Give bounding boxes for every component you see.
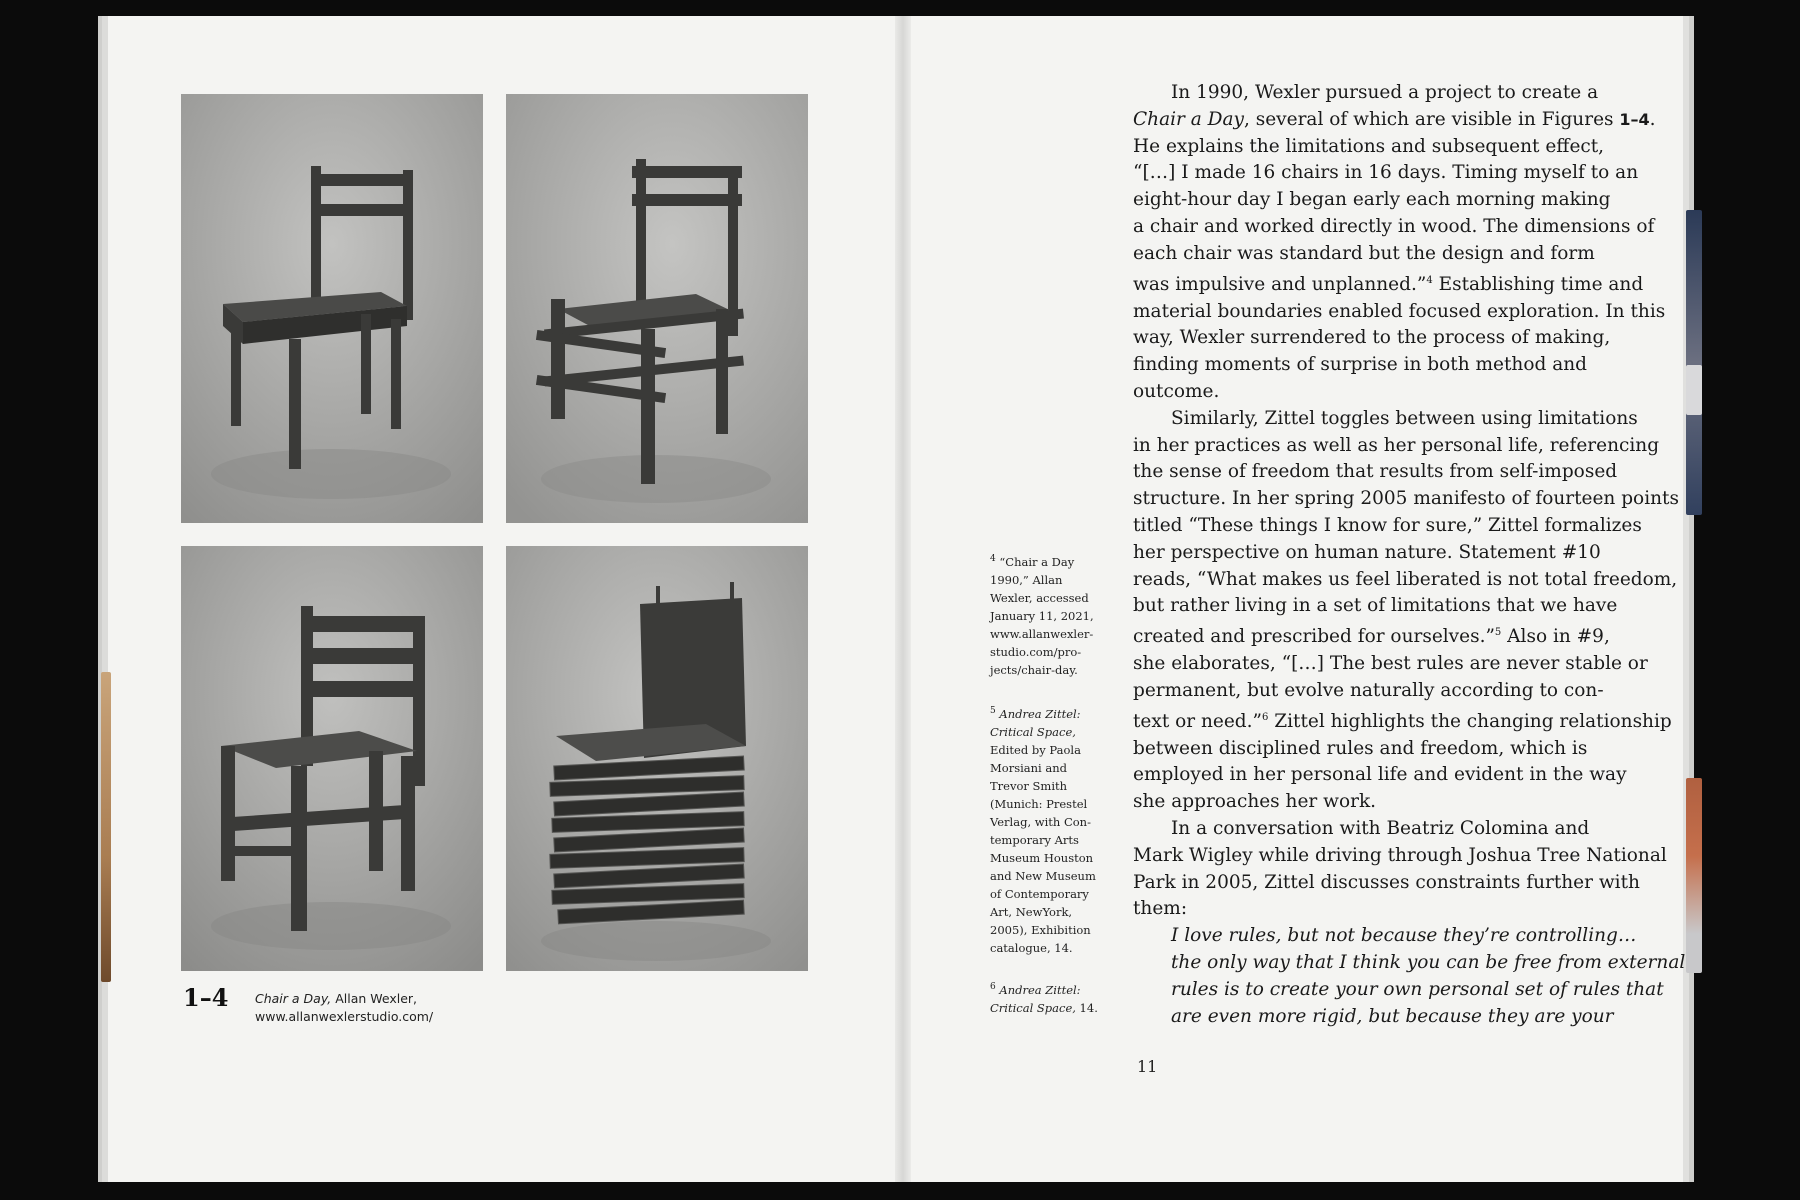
quote-line: rules is to create your own personal set of rules that <box>1171 978 1664 1000</box>
book-gutter <box>895 16 911 1182</box>
footnote-line: Andrea Zittel: <box>999 982 1081 997</box>
block-quote <box>1133 923 1686 1030</box>
footnote-line: Andrea Zittel: <box>999 706 1081 721</box>
text-line: her perspective on human nature. Statement #10 <box>1133 541 1601 563</box>
text-line: outcome. <box>1133 380 1220 402</box>
text-span: Zittel highlights the changing relationship <box>1268 710 1672 732</box>
text-line: Park in 2005, Zittel discusses constraints further with <box>1133 871 1640 893</box>
figure-caption <box>255 990 433 1026</box>
figure-label: 1–4 <box>183 983 229 1012</box>
text-span: text or need.” <box>1133 710 1262 732</box>
quote-line: are even more rigid, but because they are your <box>1171 1005 1614 1027</box>
text-line: eight-hour day I began early each morning making <box>1133 189 1611 211</box>
chair-4-illustration <box>506 546 808 971</box>
text-line: In a conversation with Beatriz Colomina and <box>1171 817 1590 839</box>
footnote-line: Museum Houston <box>990 850 1094 865</box>
paragraph-3 <box>1133 816 1667 923</box>
text-line: reads, “What makes us feel liberated is not total freedom, <box>1133 568 1678 590</box>
text-line: each chair was standard but the design and form <box>1133 242 1595 264</box>
footnote-line: January 11, 2021, <box>990 608 1094 623</box>
caption-title: Chair a Day, <box>255 991 332 1006</box>
text-span: Also in #9, <box>1501 626 1610 648</box>
footnote-ref: 4 <box>1426 274 1433 286</box>
text-span: Establishing time and <box>1432 273 1644 295</box>
chair-2-illustration <box>506 94 808 523</box>
chair-photo-2 <box>506 94 808 523</box>
page-edge-photo-right-mid <box>1686 365 1702 415</box>
text-span: created and prescribed for ourselves.” <box>1133 626 1495 648</box>
text-line: material boundaries enabled focused exploration. In this <box>1133 300 1666 322</box>
footnote-5 <box>990 702 1102 957</box>
text-line: a chair and worked directly in wood. The dimensions of <box>1133 215 1655 237</box>
text-line: structure. In her spring 2005 manifesto of fourteen points <box>1133 488 1679 510</box>
text-line: but rather living in a set of limitations that we have <box>1133 595 1618 617</box>
text-line: Mark Wigley while driving through Joshua Tree National <box>1133 844 1667 866</box>
footnote-line: and New Museum <box>990 868 1096 883</box>
quote-line: the only way that I think you can be free from external <box>1171 951 1686 973</box>
footnote-line: catalogue, 14. <box>990 940 1073 955</box>
text-span: was impulsive and unplanned.” <box>1133 273 1427 295</box>
text-line: employed in her personal life and evident in the way <box>1133 764 1627 786</box>
text-line: He explains the limitations and subsequent effect, <box>1133 135 1605 157</box>
footnote-line: 2005), Exhibition <box>990 922 1091 937</box>
text-line: she elaborates, “[…] The best rules are never stable or <box>1133 653 1648 675</box>
chair-3-illustration <box>181 546 483 971</box>
footnote-line: Art, NewYork, <box>990 904 1073 919</box>
footnote-line: of Contemporary <box>990 886 1089 901</box>
footnote-line: Verlag, with Con- <box>990 814 1091 829</box>
text-line: finding moments of surprise in both method and <box>1133 354 1587 376</box>
text-line: “[…] I made 16 chairs in 16 days. Timing myself to an <box>1133 162 1639 184</box>
footnote-line: jects/chair-day. <box>990 662 1078 677</box>
figure-ref: 1–4 <box>1619 109 1650 129</box>
chair-photo-3 <box>181 546 483 971</box>
text-line: in her practices as well as her personal life, referencing <box>1133 434 1660 456</box>
text-span: . <box>1649 108 1656 130</box>
body-text <box>1133 80 1686 1030</box>
footnote-line: “Chair a Day <box>999 554 1075 569</box>
text-line: way, Wexler surrendered to the process of making, <box>1133 327 1611 349</box>
chair-photo-4 <box>506 546 808 971</box>
footnote-line: studio.com/pro- <box>990 644 1082 659</box>
page-edge-photo-left <box>101 672 111 982</box>
text-span: , several of which are visible in Figures <box>1243 108 1620 130</box>
footnote-line: www.allanwexler- <box>990 626 1094 641</box>
footnote-line: (Munich: Prestel <box>990 796 1088 811</box>
paragraph-1 <box>1133 80 1666 406</box>
text-line: them: <box>1133 898 1188 920</box>
footnote-number: 6 <box>990 982 996 992</box>
text-line: titled “These things I know for sure,” Zittel formalizes <box>1133 514 1642 536</box>
paragraph-2 <box>1133 406 1679 816</box>
page-edge-photo-right-top <box>1686 210 1702 515</box>
chair-1-illustration <box>181 94 483 523</box>
page-edge-photo-right-bottom <box>1686 778 1702 973</box>
footnote-ref: 5 <box>1494 627 1502 639</box>
footnote-number: 4 <box>990 554 996 564</box>
footnote-line: Morsiani and <box>990 760 1067 775</box>
text-line: Similarly, Zittel toggles between using limitations <box>1171 407 1638 429</box>
footnote-ref: 6 <box>1262 711 1269 723</box>
text-line: the sense of freedom that results from self-imposed <box>1133 461 1618 483</box>
text-line: permanent, but evolve naturally according to con- <box>1133 679 1604 701</box>
footnote-number: 5 <box>990 706 996 716</box>
footnote-line: 1990,” Allan <box>990 572 1063 587</box>
page-number: 11 <box>1137 1057 1158 1076</box>
caption-author: Allan Wexler, <box>331 991 418 1006</box>
footnote-4 <box>990 550 1102 679</box>
footnote-line: Critical Space, <box>990 1000 1076 1015</box>
footnote-line: Critical Space, <box>990 724 1076 739</box>
footnote-line: Wexler, accessed <box>990 590 1089 605</box>
text-line: she approaches her work. <box>1133 791 1377 813</box>
text-line: between disciplined rules and freedom, which is <box>1133 737 1588 759</box>
footnote-6 <box>990 978 1102 1017</box>
chair-photo-1 <box>181 94 483 523</box>
footnote-line: Edited by Paola <box>990 742 1081 757</box>
text-span: Chair a Day <box>1133 108 1244 130</box>
text-line: In 1990, Wexler pursued a project to create a <box>1171 82 1599 103</box>
caption-url: www.allanwexlerstudio.com/ <box>255 1009 434 1024</box>
footnote-line: temporary Arts <box>990 832 1079 847</box>
quote-line: I love rules, but not because they’re controlling… <box>1171 925 1637 947</box>
footnote-line: Trevor Smith <box>990 778 1068 793</box>
footnote-line: 14. <box>1075 1000 1098 1015</box>
